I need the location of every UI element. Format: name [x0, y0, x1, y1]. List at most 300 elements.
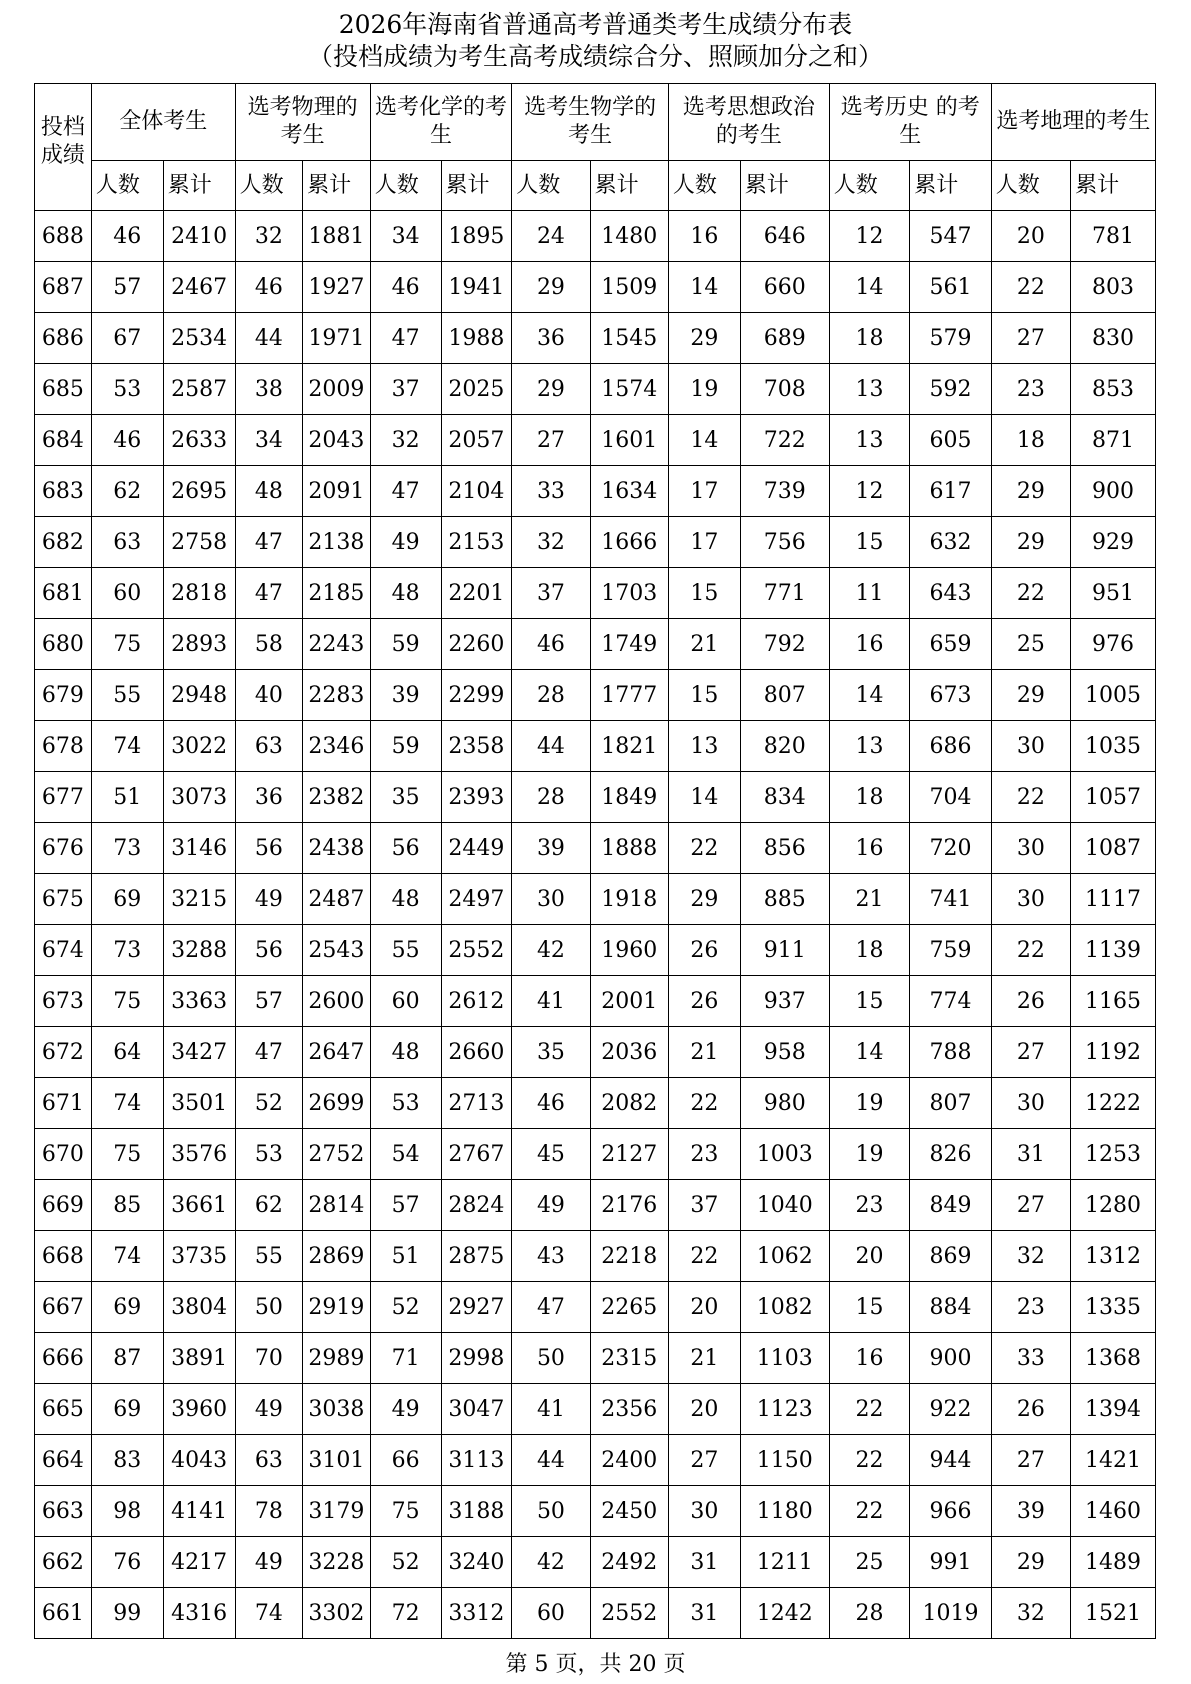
count-cell: 40 — [235, 670, 303, 721]
count-cell: 29 — [512, 262, 590, 313]
count-cell: 20 — [991, 211, 1070, 262]
score-cell: 674 — [35, 925, 92, 976]
count-cell: 28 — [512, 772, 590, 823]
count-cell: 35 — [370, 772, 441, 823]
cumulative-cell: 2875 — [441, 1231, 512, 1282]
count-cell: 69 — [91, 1282, 163, 1333]
cumulative-cell: 739 — [740, 466, 829, 517]
count-cell: 67 — [91, 313, 163, 364]
cumulative-cell: 853 — [1071, 364, 1156, 415]
count-cell: 57 — [235, 976, 303, 1027]
count-cell: 26 — [991, 1384, 1070, 1435]
table-row — [35, 1486, 1156, 1537]
cumulative-cell: 2752 — [303, 1129, 371, 1180]
cumulative-cell: 803 — [1071, 262, 1156, 313]
cumulative-cell: 869 — [910, 1231, 992, 1282]
cumulative-cell: 3501 — [163, 1078, 235, 1129]
count-cell: 13 — [829, 415, 909, 466]
cumulative-cell: 1035 — [1071, 721, 1156, 772]
cumulative-cell: 1335 — [1071, 1282, 1156, 1333]
count-cell: 19 — [829, 1129, 909, 1180]
subheader-cumulative: 累计 — [163, 161, 235, 211]
count-cell: 53 — [91, 364, 163, 415]
cumulative-cell: 2647 — [303, 1027, 371, 1078]
cumulative-cell: 3427 — [163, 1027, 235, 1078]
cumulative-cell: 632 — [910, 517, 992, 568]
count-cell: 87 — [91, 1333, 163, 1384]
cumulative-cell: 646 — [740, 211, 829, 262]
count-cell: 83 — [91, 1435, 163, 1486]
cumulative-cell: 2082 — [590, 1078, 668, 1129]
score-cell: 676 — [35, 823, 92, 874]
cumulative-cell: 1139 — [1071, 925, 1156, 976]
table-row — [35, 415, 1156, 466]
group-header-all: 全体考生 — [91, 84, 235, 161]
cumulative-cell: 2492 — [590, 1537, 668, 1588]
score-cell: 683 — [35, 466, 92, 517]
table-row — [35, 1333, 1156, 1384]
score-cell: 662 — [35, 1537, 92, 1588]
count-cell: 13 — [668, 721, 740, 772]
cumulative-cell: 689 — [740, 313, 829, 364]
count-cell: 15 — [829, 976, 909, 1027]
count-cell: 73 — [91, 823, 163, 874]
table-row — [35, 1078, 1156, 1129]
count-cell: 21 — [829, 874, 909, 925]
score-cell: 672 — [35, 1027, 92, 1078]
cumulative-cell: 1489 — [1071, 1537, 1156, 1588]
cumulative-cell: 1103 — [740, 1333, 829, 1384]
count-cell: 23 — [991, 364, 1070, 415]
cumulative-cell: 1180 — [740, 1486, 829, 1537]
cumulative-cell: 788 — [910, 1027, 992, 1078]
cumulative-cell: 2767 — [441, 1129, 512, 1180]
cumulative-cell: 1062 — [740, 1231, 829, 1282]
cumulative-cell: 2185 — [303, 568, 371, 619]
cumulative-cell: 771 — [740, 568, 829, 619]
cumulative-cell: 1634 — [590, 466, 668, 517]
cumulative-cell: 2699 — [303, 1078, 371, 1129]
score-cell: 682 — [35, 517, 92, 568]
cumulative-cell: 2534 — [163, 313, 235, 364]
count-cell: 53 — [370, 1078, 441, 1129]
cumulative-cell: 1117 — [1071, 874, 1156, 925]
score-cell: 685 — [35, 364, 92, 415]
count-cell: 22 — [991, 262, 1070, 313]
cumulative-cell: 1895 — [441, 211, 512, 262]
cumulative-cell: 2153 — [441, 517, 512, 568]
cumulative-cell: 3228 — [303, 1537, 371, 1588]
cumulative-cell: 2998 — [441, 1333, 512, 1384]
count-cell: 19 — [668, 364, 740, 415]
cumulative-cell: 3215 — [163, 874, 235, 925]
table-row — [35, 1129, 1156, 1180]
count-cell: 26 — [668, 925, 740, 976]
cumulative-cell: 2450 — [590, 1486, 668, 1537]
cumulative-cell: 2356 — [590, 1384, 668, 1435]
score-cell: 669 — [35, 1180, 92, 1231]
cumulative-cell: 807 — [910, 1078, 992, 1129]
count-cell: 18 — [991, 415, 1070, 466]
count-cell: 28 — [829, 1588, 909, 1639]
cumulative-cell: 1509 — [590, 262, 668, 313]
cumulative-cell: 605 — [910, 415, 992, 466]
cumulative-cell: 2176 — [590, 1180, 668, 1231]
cumulative-cell: 1703 — [590, 568, 668, 619]
count-cell: 12 — [829, 466, 909, 517]
count-cell: 55 — [370, 925, 441, 976]
count-cell: 16 — [668, 211, 740, 262]
cumulative-cell: 774 — [910, 976, 992, 1027]
cumulative-cell: 1253 — [1071, 1129, 1156, 1180]
table-row — [35, 568, 1156, 619]
cumulative-cell: 756 — [740, 517, 829, 568]
cumulative-cell: 2587 — [163, 364, 235, 415]
cumulative-cell: 2487 — [303, 874, 371, 925]
count-cell: 27 — [668, 1435, 740, 1486]
score-cell: 666 — [35, 1333, 92, 1384]
table-row — [35, 1027, 1156, 1078]
count-cell: 66 — [370, 1435, 441, 1486]
cumulative-cell: 856 — [740, 823, 829, 874]
cumulative-cell: 2818 — [163, 568, 235, 619]
cumulative-cell: 3891 — [163, 1333, 235, 1384]
cumulative-cell: 4316 — [163, 1588, 235, 1639]
count-cell: 22 — [829, 1384, 909, 1435]
cumulative-cell: 1521 — [1071, 1588, 1156, 1639]
count-cell: 34 — [235, 415, 303, 466]
count-cell: 28 — [512, 670, 590, 721]
count-cell: 46 — [512, 619, 590, 670]
count-cell: 22 — [991, 568, 1070, 619]
cumulative-cell: 2382 — [303, 772, 371, 823]
count-cell: 37 — [668, 1180, 740, 1231]
cumulative-cell: 2104 — [441, 466, 512, 517]
cumulative-cell: 2438 — [303, 823, 371, 874]
cumulative-cell: 849 — [910, 1180, 992, 1231]
cumulative-cell: 944 — [910, 1435, 992, 1486]
count-cell: 75 — [370, 1486, 441, 1537]
table-row — [35, 262, 1156, 313]
cumulative-cell: 830 — [1071, 313, 1156, 364]
cumulative-cell: 1087 — [1071, 823, 1156, 874]
count-cell: 64 — [91, 1027, 163, 1078]
table-row — [35, 619, 1156, 670]
count-cell: 62 — [91, 466, 163, 517]
count-cell: 74 — [91, 1231, 163, 1282]
cumulative-cell: 2265 — [590, 1282, 668, 1333]
count-cell: 18 — [829, 313, 909, 364]
cumulative-cell: 3038 — [303, 1384, 371, 1435]
count-cell: 27 — [991, 313, 1070, 364]
count-cell: 60 — [370, 976, 441, 1027]
cumulative-cell: 3288 — [163, 925, 235, 976]
cumulative-cell: 937 — [740, 976, 829, 1027]
count-cell: 73 — [91, 925, 163, 976]
table-row — [35, 874, 1156, 925]
count-cell: 49 — [370, 1384, 441, 1435]
count-cell: 24 — [512, 211, 590, 262]
count-cell: 63 — [91, 517, 163, 568]
cumulative-cell: 820 — [740, 721, 829, 772]
group-header-geography: 选考地理的考生 — [991, 84, 1155, 161]
score-cell: 671 — [35, 1078, 92, 1129]
cumulative-cell: 1003 — [740, 1129, 829, 1180]
cumulative-cell: 3047 — [441, 1384, 512, 1435]
cumulative-cell: 1777 — [590, 670, 668, 721]
count-cell: 48 — [370, 874, 441, 925]
score-cell: 687 — [35, 262, 92, 313]
subheader-cumulative: 累计 — [303, 161, 371, 211]
count-cell: 12 — [829, 211, 909, 262]
cumulative-cell: 643 — [910, 568, 992, 619]
cumulative-cell: 1150 — [740, 1435, 829, 1486]
count-cell: 69 — [91, 1384, 163, 1435]
count-cell: 30 — [991, 874, 1070, 925]
cumulative-cell: 2660 — [441, 1027, 512, 1078]
cumulative-cell: 2552 — [441, 925, 512, 976]
count-cell: 16 — [829, 619, 909, 670]
count-cell: 23 — [991, 1282, 1070, 1333]
cumulative-cell: 966 — [910, 1486, 992, 1537]
score-cell: 673 — [35, 976, 92, 1027]
cumulative-cell: 3804 — [163, 1282, 235, 1333]
cumulative-cell: 3302 — [303, 1588, 371, 1639]
count-cell: 14 — [668, 262, 740, 313]
cumulative-cell: 3576 — [163, 1129, 235, 1180]
cumulative-cell: 2552 — [590, 1588, 668, 1639]
cumulative-cell: 958 — [740, 1027, 829, 1078]
count-cell: 44 — [512, 1435, 590, 1486]
score-cell: 688 — [35, 211, 92, 262]
cumulative-cell: 3101 — [303, 1435, 371, 1486]
cumulative-cell: 2346 — [303, 721, 371, 772]
cumulative-cell: 871 — [1071, 415, 1156, 466]
cumulative-cell: 2043 — [303, 415, 371, 466]
count-cell: 74 — [91, 1078, 163, 1129]
count-cell: 74 — [235, 1588, 303, 1639]
count-cell: 51 — [370, 1231, 441, 1282]
cumulative-cell: 2919 — [303, 1282, 371, 1333]
count-cell: 60 — [91, 568, 163, 619]
count-cell: 13 — [829, 721, 909, 772]
cumulative-cell: 3960 — [163, 1384, 235, 1435]
cumulative-cell: 660 — [740, 262, 829, 313]
cumulative-cell: 579 — [910, 313, 992, 364]
count-cell: 36 — [235, 772, 303, 823]
score-cell: 686 — [35, 313, 92, 364]
count-cell: 21 — [668, 1333, 740, 1384]
count-cell: 29 — [512, 364, 590, 415]
cumulative-cell: 980 — [740, 1078, 829, 1129]
count-cell: 48 — [370, 1027, 441, 1078]
cumulative-cell: 2449 — [441, 823, 512, 874]
score-cell: 661 — [35, 1588, 92, 1639]
cumulative-cell: 2497 — [441, 874, 512, 925]
table-row — [35, 925, 1156, 976]
cumulative-cell: 2358 — [441, 721, 512, 772]
count-cell: 18 — [829, 772, 909, 823]
score-cell: 667 — [35, 1282, 92, 1333]
cumulative-cell: 834 — [740, 772, 829, 823]
count-cell: 25 — [991, 619, 1070, 670]
count-cell: 41 — [512, 1384, 590, 1435]
count-cell: 46 — [370, 262, 441, 313]
cumulative-cell: 951 — [1071, 568, 1156, 619]
count-cell: 50 — [512, 1486, 590, 1537]
cumulative-cell: 1312 — [1071, 1231, 1156, 1282]
count-cell: 55 — [91, 670, 163, 721]
count-cell: 32 — [370, 415, 441, 466]
count-cell: 29 — [668, 874, 740, 925]
group-header-physics: 选考物理的考生 — [235, 84, 370, 161]
group-header-politics: 选考思想政治的考生 — [668, 84, 829, 161]
count-cell: 30 — [991, 823, 1070, 874]
score-cell: 675 — [35, 874, 92, 925]
page-subtitle: （投档成绩为考生高考成绩综合分、照顾加分之和） — [307, 42, 883, 71]
score-cell: 679 — [35, 670, 92, 721]
table-row — [35, 1180, 1156, 1231]
count-cell: 76 — [91, 1537, 163, 1588]
table-row — [35, 211, 1156, 262]
cumulative-cell: 592 — [910, 364, 992, 415]
count-cell: 48 — [370, 568, 441, 619]
count-cell: 21 — [668, 619, 740, 670]
count-cell: 14 — [829, 1027, 909, 1078]
cumulative-cell: 2025 — [441, 364, 512, 415]
count-cell: 47 — [235, 568, 303, 619]
count-cell: 15 — [829, 1282, 909, 1333]
count-cell: 22 — [668, 1231, 740, 1282]
cumulative-cell: 2299 — [441, 670, 512, 721]
cumulative-cell: 976 — [1071, 619, 1156, 670]
count-cell: 52 — [370, 1537, 441, 1588]
count-cell: 23 — [829, 1180, 909, 1231]
score-cell: 665 — [35, 1384, 92, 1435]
count-cell: 49 — [235, 1384, 303, 1435]
cumulative-cell: 929 — [1071, 517, 1156, 568]
count-cell: 26 — [668, 976, 740, 1027]
count-cell: 27 — [991, 1180, 1070, 1231]
count-cell: 78 — [235, 1486, 303, 1537]
count-cell: 72 — [370, 1588, 441, 1639]
subheader-count: 人数 — [91, 161, 163, 211]
count-cell: 39 — [370, 670, 441, 721]
count-cell: 37 — [512, 568, 590, 619]
cumulative-cell: 3363 — [163, 976, 235, 1027]
subheader-count: 人数 — [235, 161, 303, 211]
count-cell: 26 — [991, 976, 1070, 1027]
cumulative-cell: 991 — [910, 1537, 992, 1588]
cumulative-cell: 561 — [910, 262, 992, 313]
count-cell: 52 — [235, 1078, 303, 1129]
count-cell: 49 — [235, 874, 303, 925]
cumulative-cell: 2127 — [590, 1129, 668, 1180]
cumulative-cell: 759 — [910, 925, 992, 976]
count-cell: 30 — [668, 1486, 740, 1537]
cumulative-cell: 659 — [910, 619, 992, 670]
count-cell: 11 — [829, 568, 909, 619]
count-cell: 37 — [370, 364, 441, 415]
cumulative-cell: 2138 — [303, 517, 371, 568]
table-row — [35, 670, 1156, 721]
count-cell: 70 — [235, 1333, 303, 1384]
count-cell: 29 — [991, 466, 1070, 517]
cumulative-cell: 1918 — [590, 874, 668, 925]
table-row — [35, 1537, 1156, 1588]
cumulative-cell: 704 — [910, 772, 992, 823]
cumulative-cell: 617 — [910, 466, 992, 517]
count-cell: 69 — [91, 874, 163, 925]
cumulative-cell: 1927 — [303, 262, 371, 313]
count-cell: 19 — [829, 1078, 909, 1129]
count-cell: 30 — [512, 874, 590, 925]
count-cell: 29 — [991, 1537, 1070, 1588]
cumulative-cell: 720 — [910, 823, 992, 874]
count-cell: 75 — [91, 976, 163, 1027]
count-cell: 35 — [512, 1027, 590, 1078]
count-cell: 30 — [991, 721, 1070, 772]
count-cell: 27 — [512, 415, 590, 466]
subheader-count: 人数 — [512, 161, 590, 211]
group-header-chemistry: 选考化学的考生 — [370, 84, 512, 161]
count-cell: 31 — [991, 1129, 1070, 1180]
cumulative-cell: 686 — [910, 721, 992, 772]
subheader-count: 人数 — [668, 161, 740, 211]
count-cell: 44 — [512, 721, 590, 772]
count-cell: 39 — [991, 1486, 1070, 1537]
count-cell: 29 — [991, 670, 1070, 721]
cumulative-cell: 3240 — [441, 1537, 512, 1588]
count-cell: 46 — [91, 415, 163, 466]
cumulative-cell: 3073 — [163, 772, 235, 823]
count-cell: 25 — [829, 1537, 909, 1588]
count-cell: 75 — [91, 1129, 163, 1180]
count-cell: 47 — [370, 313, 441, 364]
score-cell: 677 — [35, 772, 92, 823]
cumulative-cell: 1394 — [1071, 1384, 1156, 1435]
cumulative-cell: 792 — [740, 619, 829, 670]
cumulative-cell: 1480 — [590, 211, 668, 262]
cumulative-cell: 2633 — [163, 415, 235, 466]
count-cell: 34 — [370, 211, 441, 262]
count-cell: 47 — [370, 466, 441, 517]
cumulative-cell: 2283 — [303, 670, 371, 721]
count-cell: 58 — [235, 619, 303, 670]
cumulative-cell: 2814 — [303, 1180, 371, 1231]
count-cell: 29 — [991, 517, 1070, 568]
subheader-count: 人数 — [991, 161, 1070, 211]
count-cell: 20 — [668, 1282, 740, 1333]
score-cell: 670 — [35, 1129, 92, 1180]
count-cell: 36 — [512, 313, 590, 364]
cumulative-cell: 2612 — [441, 976, 512, 1027]
count-cell: 32 — [991, 1588, 1070, 1639]
cumulative-cell: 722 — [740, 415, 829, 466]
count-cell: 17 — [668, 517, 740, 568]
table-row — [35, 1384, 1156, 1435]
cumulative-cell: 900 — [910, 1333, 992, 1384]
table-row — [35, 1435, 1156, 1486]
cumulative-cell: 2036 — [590, 1027, 668, 1078]
cumulative-cell: 741 — [910, 874, 992, 925]
count-cell: 20 — [668, 1384, 740, 1435]
cumulative-cell: 922 — [910, 1384, 992, 1435]
cumulative-cell: 1749 — [590, 619, 668, 670]
count-cell: 59 — [370, 721, 441, 772]
cumulative-cell: 2467 — [163, 262, 235, 313]
count-cell: 54 — [370, 1129, 441, 1180]
